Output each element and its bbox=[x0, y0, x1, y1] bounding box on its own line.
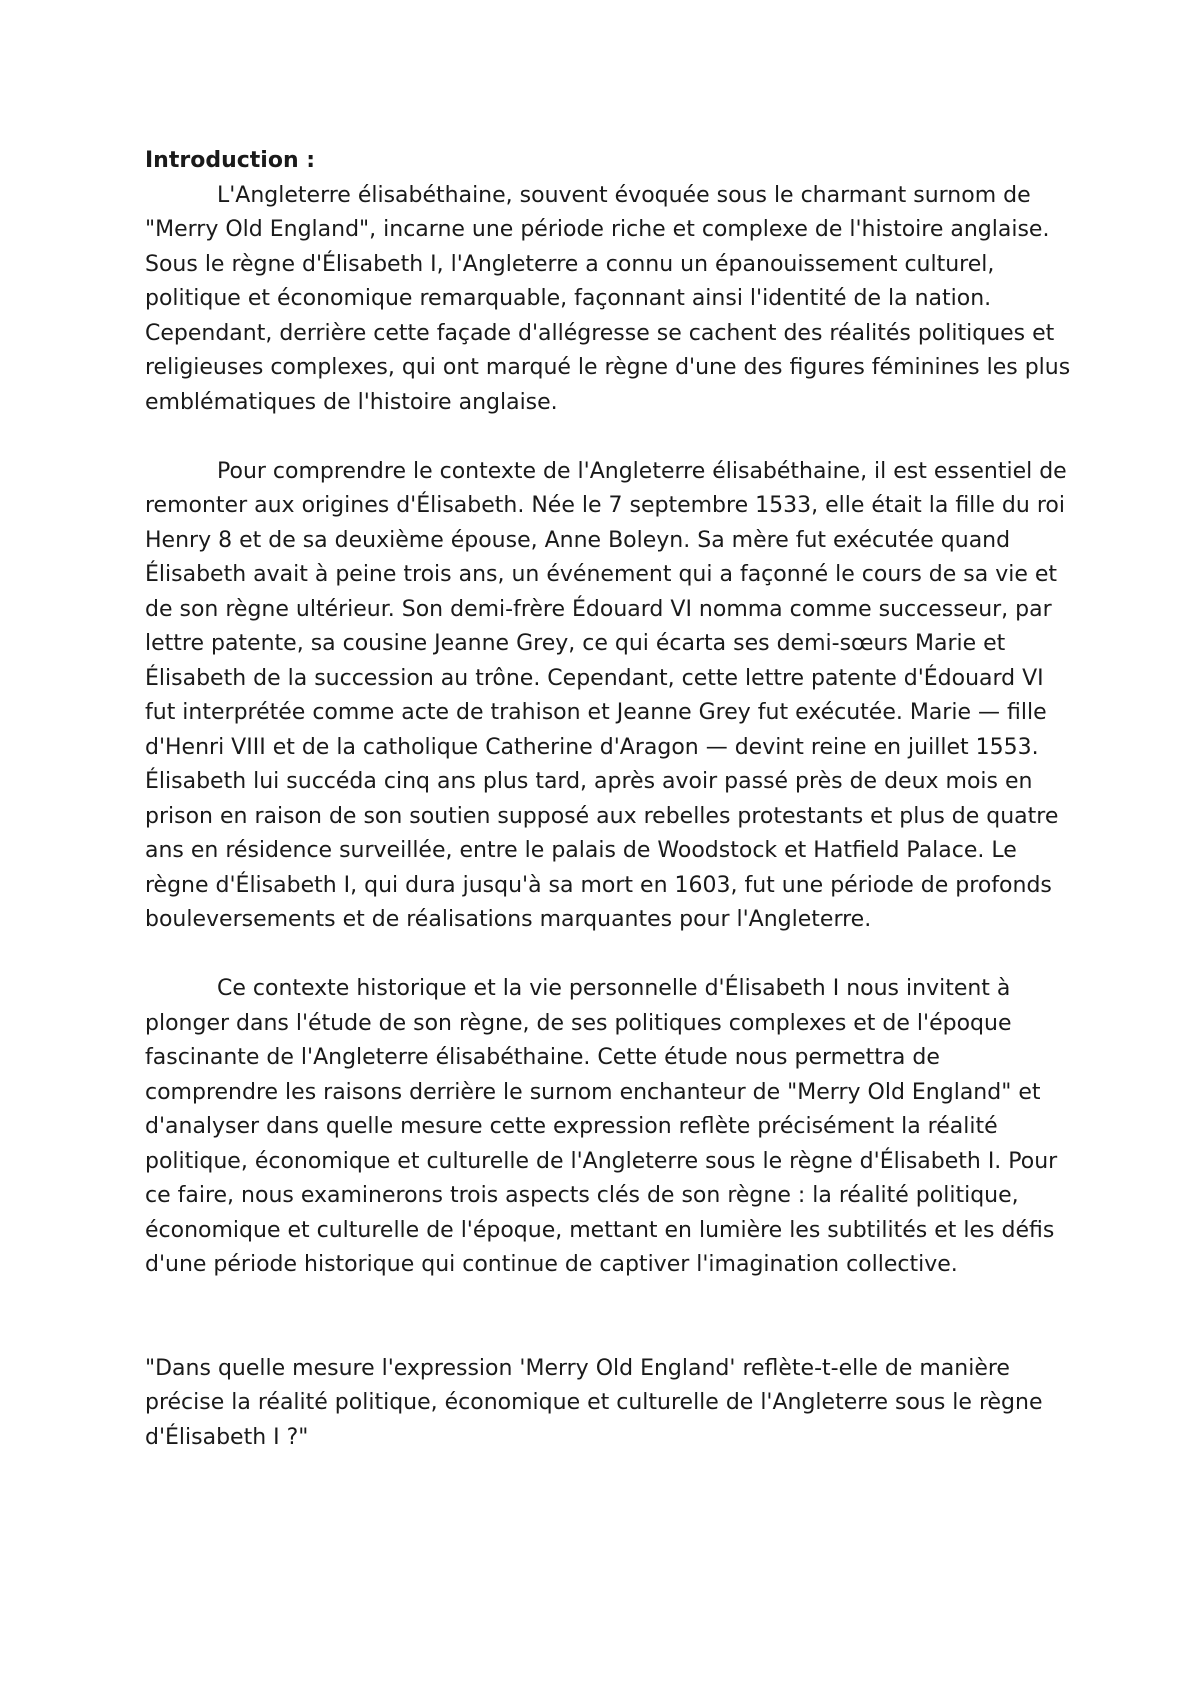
paragraph-context: Pour comprendre le contexte de l'Angleterre élisabéthaine, il est essentiel de remonter aux origines d'Élisabeth. Née le 7 septembre 1533, elle était la fille du roi Henry 8 et de sa deuxième épouse, Anne Boleyn. Sa mère fut exécutée quand Élisabeth avait à peine trois ans, un événement qui a façonné le cours de sa vie et de son règne ultérieur. Son demi-frère Édouard VI nomma comme successeur, par lettre patente, sa cousine Jeanne Grey, ce qui écarta ses demi-sœurs Marie et Élisabeth de la succession au trône. Cependant, cette lettre patente d'Édouard VI fut interprétée comme acte de trahison et Jeanne Grey fut exécutée. Marie — fille d'Henri VIII et de la catholique Catherine d'Aragon — devint reine en juillet 1553. Élisabeth lui succéda cinq ans plus tard, après avoir passé près de deux mois en prison en raison de son soutien supposé aux rebelles protestants et plus de quatre ans en résidence surveillée, entre le palais de Woodstock et Hatfield Palace. Le règne d'Élisabeth I, qui dura jusqu'à sa mort en 1603, fut une période de profonds bouleversements et de réalisations marquantes pour l'Angleterre. bbox=[145, 458, 1067, 932]
paragraph-spacer bbox=[145, 420, 1075, 455]
document-body bbox=[145, 144, 1075, 1455]
paragraph-spacer bbox=[145, 1283, 1075, 1352]
research-question: "Dans quelle mesure l'expression 'Merry Old England' reflète-t-elle de manière précise la réalité politique, économique et culturelle de l'Angleterre sous le règne d'Élisabeth I ?" bbox=[145, 1355, 1043, 1450]
section-heading: Introduction : bbox=[145, 148, 316, 173]
paragraph-intro: L'Angleterre élisabéthaine, souvent évoquée sous le charmant surnom de "Merry Old England", incarne une période riche et complexe de l'histoire anglaise. Sous le règne d'Élisabeth I, l'Angleterre a connu un épanouissement culturel, politique et économique remarquable, façonnant ainsi l'identité de la nation. Cependant, derrière cette façade d'allégresse se cachent des réalités politiques et religieuses complexes, qui ont marqué le règne d'une des figures féminines les plus emblématiques de l'histoire anglaise. bbox=[145, 182, 1071, 415]
paragraph-spacer bbox=[145, 938, 1075, 973]
paragraph-study: Ce contexte historique et la vie personnelle d'Élisabeth I nous invitent à plonger dans l'étude de son règne, de ses politiques complexes et de l'époque fascinante de l'Angleterre élisabéthaine. Cette étude nous permettra de comprendre les raisons derrière le surnom enchanteur de "Merry Old England" et d'analyser dans quelle mesure cette expression reflète précisément la réalité politique, économique et culturelle de l'Angleterre sous le règne d'Élisabeth I. Pour ce faire, nous examinerons trois aspects clés de son règne : la réalité politique, économique et culturelle de l'époque, mettant en lumière les subtilités et les défis d'une période historique qui continue de captiver l'imagination collective. bbox=[145, 976, 1058, 1277]
